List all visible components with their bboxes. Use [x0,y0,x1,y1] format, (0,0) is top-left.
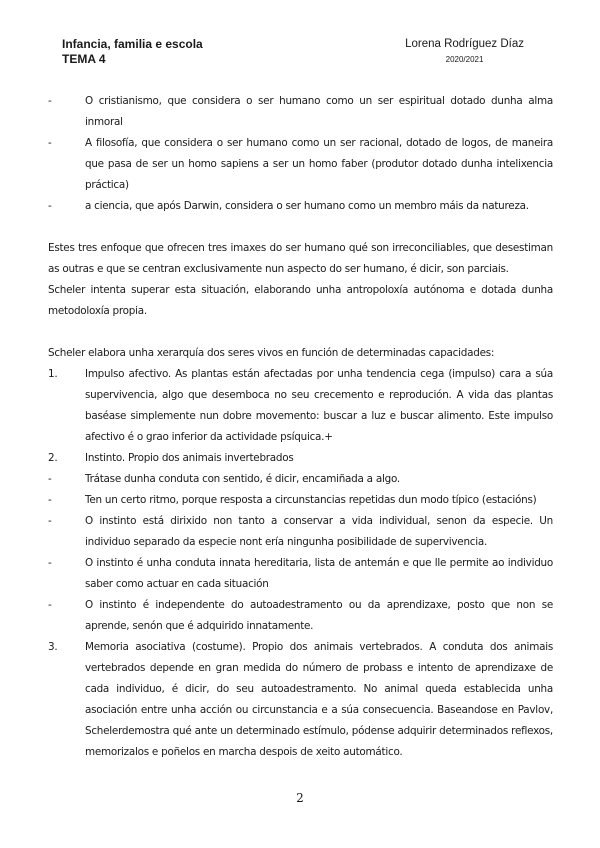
bullet-marker: - [48,494,52,506]
numbered-item-text: Instinto. Propio dos animais invertebrados [85,452,294,464]
bullet-marker: - [48,515,52,527]
paragraph: Scheler elabora unha xerarquía dos seres vivos en función de determinadas capacidades: [48,347,495,359]
bullet-marker: - [48,473,52,485]
list-item [48,91,553,133]
author-name: Lorena Rodríguez Díaz [405,38,524,50]
list-item [48,595,553,637]
number-marker: 3. [48,641,58,653]
bullet-marker: - [48,200,52,212]
list-item [48,133,553,196]
numbered-item-text: Impulso afectivo. As plantas están afectadas por unha tendencia cega (impulso) cara a súa supervivencia, algo que desemboca no seu crecemento e reprodución. A vida das plantas baséase simplemente nun dobre movemento: buscar a luz e buscar alimento. Este impulso afectivo é o grao inferior da actividade psíquica.+ [85,368,553,443]
list-item [48,469,553,490]
paragraph: Estes tres enfoque que ofrecen tres imaxes do ser humano qué son irreconciliables, que desestiman as outras e que se centran exclusivamente nun aspecto do ser humano, é dicir, son parciais. [48,242,553,275]
document-body [48,91,553,763]
list-item [48,553,553,595]
course-title: Infancia, familia e escola [62,37,203,51]
header-right [405,37,524,67]
bullet-marker: - [48,599,52,611]
list-item [48,490,553,511]
header-left [62,37,203,67]
list-item-text: Trátase dunha conduta con sentido, é dicir, encamiñada a algo. [85,473,400,485]
page-number: 2 [296,791,304,805]
unit-title: TEMA 4 [62,52,106,66]
list-item-text: a ciencia, que após Darwin, considera o ser humano como un membro máis da natureza. [85,200,529,212]
number-marker: 2. [48,452,58,464]
list-item-text: O cristianismo, que considera o ser humano como un ser espiritual dotado dunha alma inmoral [85,95,553,128]
list-item [48,196,553,217]
number-marker: 1. [48,368,58,380]
bullet-marker: - [48,137,52,149]
list-item-text: O instinto é unha conduta innata hereditaria, lista de antemán e que lle permite ao individuo saber como actuar en cada situación [85,557,553,590]
list-item-text: Ten un certo ritmo, porque resposta a circunstancias repetidas dun modo típico (estacións) [85,494,537,506]
numbered-item-impulso [48,364,553,448]
list-item-text: A filosofía, que considera o ser humano como un ser racional, dotado de logos, de maneira que pasa de ser un homo sapiens a ser un homo faber (produtor dotado dunha intelixencia práctica) [85,137,553,191]
numbered-item-memoria [48,637,553,763]
list-item [48,511,553,553]
academic-year: 2020/2021 [445,55,484,64]
numbered-item-text: Memoria asociativa (costume). Propio dos animais vertebrados. A conduta dos animais vertebrados depende en gran medida do número de probass e intento de aprendizaxe de cada individuo, é dicir, do seu autoadestramento. No animal queda establecida unha asociación entre unha acción ou circunstancia e a súa consecuencia. Baseandose en Pavlov, Schelerdemostra qué ante un determinado estímulo, pódense adquirir determinados reflexos, memorizalos e poñelos en marcha despois de xeito automático. [85,641,553,758]
bullet-marker: - [48,557,52,569]
numbered-item-instinto [48,448,553,469]
paragraph: Scheler intenta superar esta situación, elaborando unha antropoloxía autónoma e dotada dunha metodoloxía propia. [48,284,553,317]
bullet-marker: - [48,95,52,107]
list-item-text: O instinto é independente do autoadestramento ou da aprendizaxe, posto que non se aprende, senón que é adquirido innatamente. [85,599,553,632]
list-item-text: O instinto está dirixido non tanto a conservar a vida individual, senon da especie. Un individuo separado da especie nont ería ningunha posibilidade de supervivencia. [85,515,553,548]
